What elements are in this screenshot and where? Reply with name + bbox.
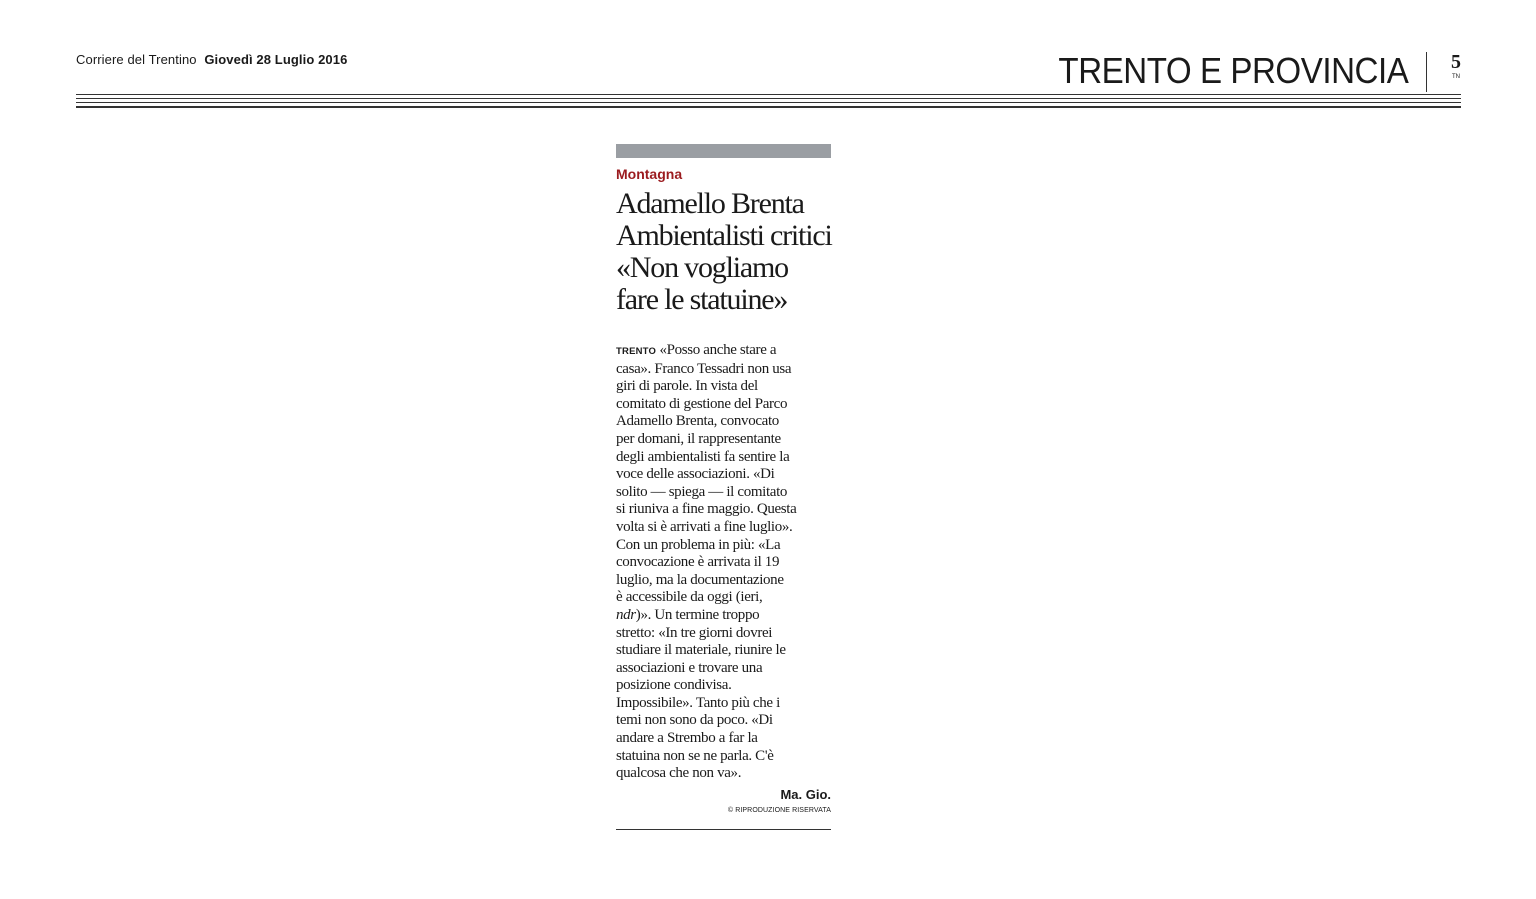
body-line: Impossibile». Tanto più che i: [616, 694, 780, 711]
body-line: solito — spiega — il comitato: [616, 483, 788, 500]
body-line: [616, 607, 831, 625]
body-line: qualcosa che non va».: [616, 765, 742, 782]
body-line: andare a Strembo a far la: [616, 730, 758, 747]
page-number: 5: [1451, 51, 1461, 73]
body-line: voce delle associazioni. «Di: [616, 466, 775, 483]
copyright-notice: © RIPRODUZIONE RISERVATA: [727, 806, 831, 814]
paper-name: Corriere del Trentino: [76, 52, 197, 67]
body-line: luglio, ma la documentazione: [616, 571, 784, 588]
body-line-text: «Posso anche stare a: [656, 342, 777, 358]
body-line-text: )». Un termine troppo: [635, 606, 760, 623]
body-line: Con un problema in più: «La: [616, 536, 781, 553]
headline-line: Adamello Brenta: [616, 187, 804, 220]
headline-line: fare le statuine»: [616, 283, 788, 316]
headline-line: Ambientalisti critici: [616, 219, 832, 252]
body-line: casa». Franco Tessadri non usa: [616, 360, 792, 377]
title-divider: [1426, 52, 1427, 92]
body-line: giri di parole. In vista del: [616, 378, 758, 395]
body-line: Adamello Brenta, convocato: [616, 413, 779, 430]
page-edition: TN: [1452, 74, 1460, 80]
article-byline: Ma. Gio.: [780, 786, 831, 802]
body-line: comitato di gestione del Parco: [616, 395, 788, 412]
header-rule: [76, 94, 1461, 95]
masthead-left: [76, 52, 347, 67]
article-headline: [616, 188, 831, 316]
issue-date: Giovedì 28 Luglio 2016: [204, 52, 348, 67]
body-line: studiare il materiale, riunire le: [616, 642, 786, 659]
body-line: posizione condivisa.: [616, 677, 732, 694]
body-line: associazioni e trovare una: [616, 659, 763, 676]
body-line: volta si è arrivati a fine luglio».: [616, 518, 793, 535]
header-rule: [76, 98, 1461, 99]
body-line: si riuniva a fine maggio. Questa: [616, 501, 797, 518]
body-line: degli ambientalisti fa sentire la: [616, 448, 790, 465]
body-line: temi non sono da poco. «Di: [616, 712, 773, 729]
headline-line: «Non vogliamo: [616, 251, 788, 284]
header-rule: [76, 102, 1461, 103]
body-line: [616, 342, 831, 361]
article-dateline: TRENTO: [616, 346, 657, 357]
body-line: per domani, il rappresentante: [616, 430, 781, 447]
italic-note: ndr: [616, 606, 636, 623]
article-body: [616, 342, 831, 783]
article-bottom-rule: [616, 829, 831, 830]
article-kicker: Montagna: [616, 166, 683, 182]
body-line: è accessibile da oggi (ieri,: [616, 589, 763, 606]
header-rule: [76, 106, 1461, 108]
section-title: TRENTO E PROVINCIA: [1058, 50, 1408, 91]
article-top-bar: [616, 144, 831, 158]
body-line: stretto: «In tre giorni dovrei: [616, 624, 773, 641]
article: [616, 144, 831, 830]
body-line: statuina non se ne parla. C'è: [616, 747, 774, 764]
body-line: convocazione è arrivata il 19: [616, 554, 780, 571]
